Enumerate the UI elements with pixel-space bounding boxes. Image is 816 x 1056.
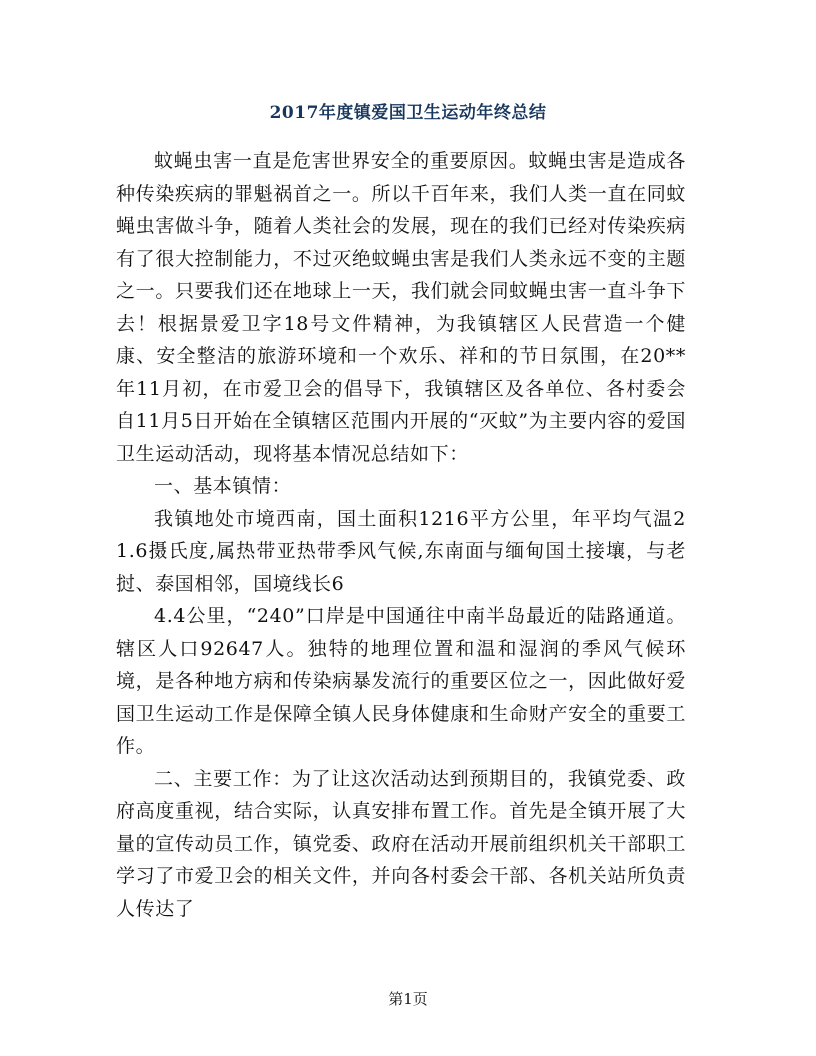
paragraph-main-work: 二、主要工作：为了让这次活动达到预期目的，我镇党委、政府高度重视，结合实际，认真安排布置工作。首先是全镇开展了大量的宣传动员工作，镇党委、政府在活动开展前组织机关干部职工学习了市爱卫会的相关文件，并向各村委会干部、各机关站所负责人传达了 bbox=[116, 767, 686, 920]
paragraph-heading-basic: 一、基本镇情： bbox=[154, 475, 292, 497]
paragraph-border-info: 4.4公里，“240”口岸是中国通往中南半岛最近的陆路通道。辖区人口92647人。独特的地理位置和温和湿润的季风气候环境，是各种地方病和传染病暴发流行的重要区位之一，因此做好爱国卫生运动工作是保障全镇人民身体健康和生命财产安全的重要工作。 bbox=[116, 605, 686, 757]
page-number: 第1页 bbox=[388, 990, 428, 1008]
document-body bbox=[116, 145, 686, 925]
paragraph-intro-text: 蚊蝇虫害一直是危害世界安全的重要原因。蚊蝇虫害是造成各种传染疾病的罪魁祸首之一。所以千百年来，我们人类一直在同蚊蝇虫害做斗争，随着人类社会的发展，现在的我们已经对传染疾病有了很大控制能力，不过灭绝蚊蝇虫害是我们人类永远不变的主题之一。只要我们还在地球上一天，我们就会同蚊蝇虫害一直斗争下去！根据景爱卫字18号文件精神，为我镇辖区人民营造一个健康、安全整洁的旅游环境和一个欢乐、祥和的节日氛围，在20**年11月初，在市爱卫会的倡导下，我镇辖区及各单位、各村委会自11月5日开始在全镇辖区范围内开展的“灭蚊”为主要内容的爱国卫生运动活动，现将基本情况总结如下： bbox=[116, 150, 686, 465]
paragraph-intro bbox=[116, 145, 686, 470]
paragraph-basic-info: 我镇地处市境西南，国土面积1216平方公里，年平均气温21.6摄氏度,属热带亚热带季风气候,东南面与缅甸国土接壤，与老挝、泰国相邻，国境线长6 bbox=[116, 507, 686, 595]
document-title: 2017年度镇爱国卫生运动年终总结 bbox=[269, 103, 547, 123]
